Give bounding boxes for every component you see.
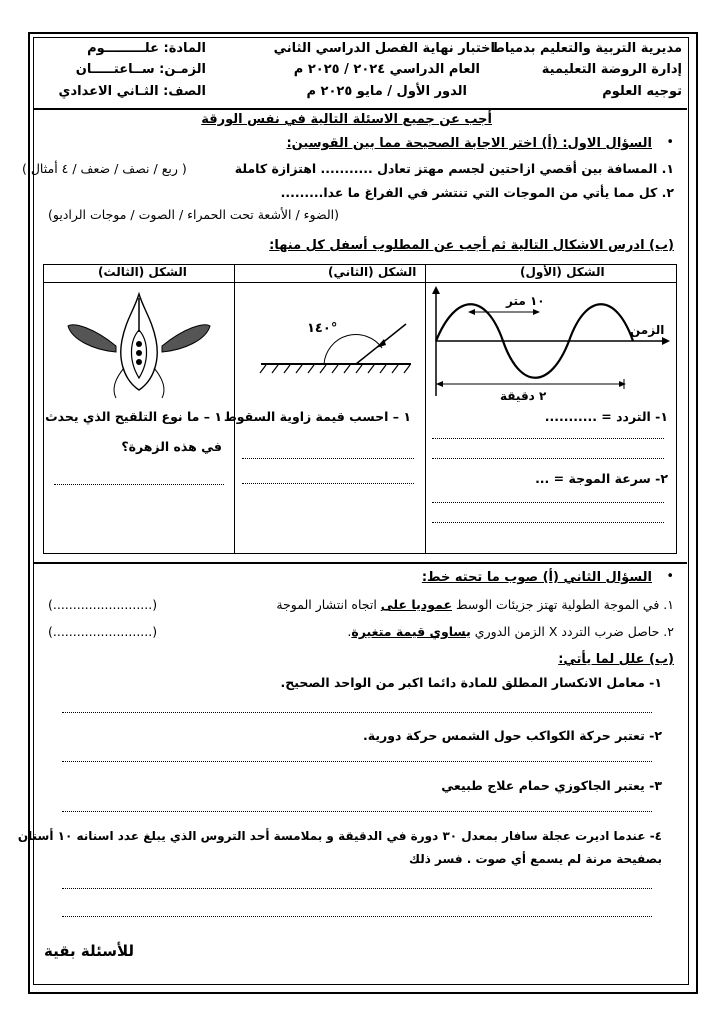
wavelength-label: ١٠ متر bbox=[506, 294, 545, 308]
wave-diagram bbox=[426, 284, 676, 406]
q2-item-1-text: ١. في الموجة الطولية تهتز جزيئات الوسط bbox=[451, 597, 674, 612]
figure-1-header: الشكل (الأول) bbox=[520, 265, 605, 279]
q1-part-b-title: (ب) ادرس الاشكال التالية ثم أجب عن المطلوب أسفل كل منها: bbox=[269, 238, 674, 253]
q1-item-2-choices: (الضوء / الأشعة تحت الحمراء / الصوت / موجات الراديو) bbox=[48, 207, 340, 222]
flower-diagram bbox=[64, 290, 214, 400]
answer-line[interactable] bbox=[54, 484, 224, 485]
incidence-angle-question: ١ – احسب قيمة زاوية السقوط bbox=[223, 409, 411, 424]
q1-item-1: ١. المسافة بين أقصي ازاحتين لجسم مهتز تعادل ........... اهتزازة كاملة bbox=[234, 161, 674, 176]
q2-item-2-text-end: . bbox=[347, 624, 352, 639]
header-exam-title: اختبار نهاية الفصل الدراسي الثاني bbox=[273, 41, 495, 56]
pollination-question-line-1: ١ – ما نوع التلقيح الذي يحدث bbox=[45, 409, 222, 424]
footer-more-questions: للأسئلة بقية bbox=[44, 942, 134, 960]
answer-line[interactable] bbox=[242, 458, 414, 459]
q2-item-1-underlined: عموديا على bbox=[380, 597, 452, 612]
answer-line[interactable] bbox=[432, 502, 664, 503]
angle-label: ١٤٠° bbox=[307, 321, 338, 336]
q2-item-2-text: ٢. حاصل ضرب التردد X الزمن الدوري bbox=[470, 624, 674, 639]
header-directorate: مديرية التربية والتعليم بدمياط bbox=[491, 41, 682, 56]
bullet-q2: • bbox=[666, 569, 674, 584]
answer-line[interactable] bbox=[62, 811, 652, 812]
instruction: أجب عن جميع الاسئلة التالية في نفس الورقة bbox=[201, 112, 492, 127]
header-divider bbox=[33, 108, 687, 110]
reason-1: ١- معامل الانكسار المطلق للمادة دائما اكبر من الواحد الصحيح. bbox=[280, 675, 662, 690]
answer-line[interactable] bbox=[432, 438, 664, 439]
answer-line[interactable] bbox=[242, 483, 414, 484]
q2-item-1-text-end: اتجاه انتشار الموجة bbox=[276, 597, 381, 612]
answer-line[interactable] bbox=[62, 888, 652, 889]
pollination-question-line-2: في هذه الزهرة؟ bbox=[121, 439, 222, 454]
header-academic-year: العام الدراسي ٢٠٢٤ / ٢٠٢٥ م bbox=[293, 62, 480, 77]
duration-label: ٢ دقيقة bbox=[500, 389, 547, 403]
q1-item-2: ٢. كل مما يأتي من الموجات التي تنتشر في الفراغ ما عدا......... bbox=[280, 185, 674, 200]
frequency-question: ١- التردد = ........... bbox=[544, 409, 668, 424]
q2-item-2-blank[interactable]: (.........................) bbox=[48, 624, 158, 639]
q2-item-2-underlined: يساوي قيمة متغيرة bbox=[351, 624, 471, 639]
q1-title: السؤال الاول: (أ) اختر الاجابة الصحيحة مما بين القوسين: bbox=[286, 136, 652, 151]
q2-part-b-title: (ب) علل لما يأتي: bbox=[558, 652, 674, 667]
section-divider bbox=[33, 562, 687, 564]
reason-3: ٣- يعتبر الجاكوزي حمام علاج طبيعي bbox=[441, 778, 662, 793]
wave-speed-question: ٢- سرعة الموجة = ... bbox=[535, 471, 668, 486]
figure-2-header: الشكل (الثاني) bbox=[328, 265, 417, 279]
q1-item-1-choices: ( ربع / نصف / ضعف / ٤ أمثال ) bbox=[22, 161, 187, 176]
answer-line[interactable] bbox=[432, 522, 664, 523]
answer-line[interactable] bbox=[62, 761, 652, 762]
bullet-q1: • bbox=[666, 135, 674, 150]
q2-item-1 bbox=[276, 598, 674, 612]
header-subject: المادة: علـــــــــوم bbox=[87, 41, 206, 56]
q2-item-2 bbox=[347, 625, 674, 639]
answer-line[interactable] bbox=[62, 916, 652, 917]
reason-4-line-1: ٤- عندما اديرت عجلة سافار بمعدل ٣٠ دورة في الدقيقة و بملامسة أحد التروس الذي يبلغ عدد اسنانه ١٠ أسنان bbox=[17, 829, 662, 843]
header-administration: إدارة الروضة التعليمية bbox=[541, 62, 682, 77]
q2-title: السؤال الثاني (أ) صوب ما تحته خط: bbox=[421, 570, 652, 585]
reason-2: ٢- تعتبر حركة الكواكب حول الشمس حركة دورية. bbox=[362, 728, 662, 743]
time-axis-label: الزمن bbox=[630, 323, 665, 337]
figure-3-header: الشكل (الثالث) bbox=[98, 265, 187, 279]
answer-line[interactable] bbox=[432, 458, 664, 459]
header-session: الدور الأول / مايو ٢٠٢٥ م bbox=[306, 84, 467, 99]
answer-line[interactable] bbox=[62, 712, 652, 713]
q2-item-1-blank[interactable]: (.........................) bbox=[48, 597, 158, 612]
header-duration: الزمـن: ســاعتـــــان bbox=[75, 62, 206, 77]
reason-4-line-2: بصفيحة مرنة لم يسمع أي صوت . فسر ذلك bbox=[409, 852, 662, 866]
header-grade: الصف: الثـاني الاعدادي bbox=[58, 84, 206, 99]
header-department: توجيه العلوم bbox=[602, 84, 682, 99]
